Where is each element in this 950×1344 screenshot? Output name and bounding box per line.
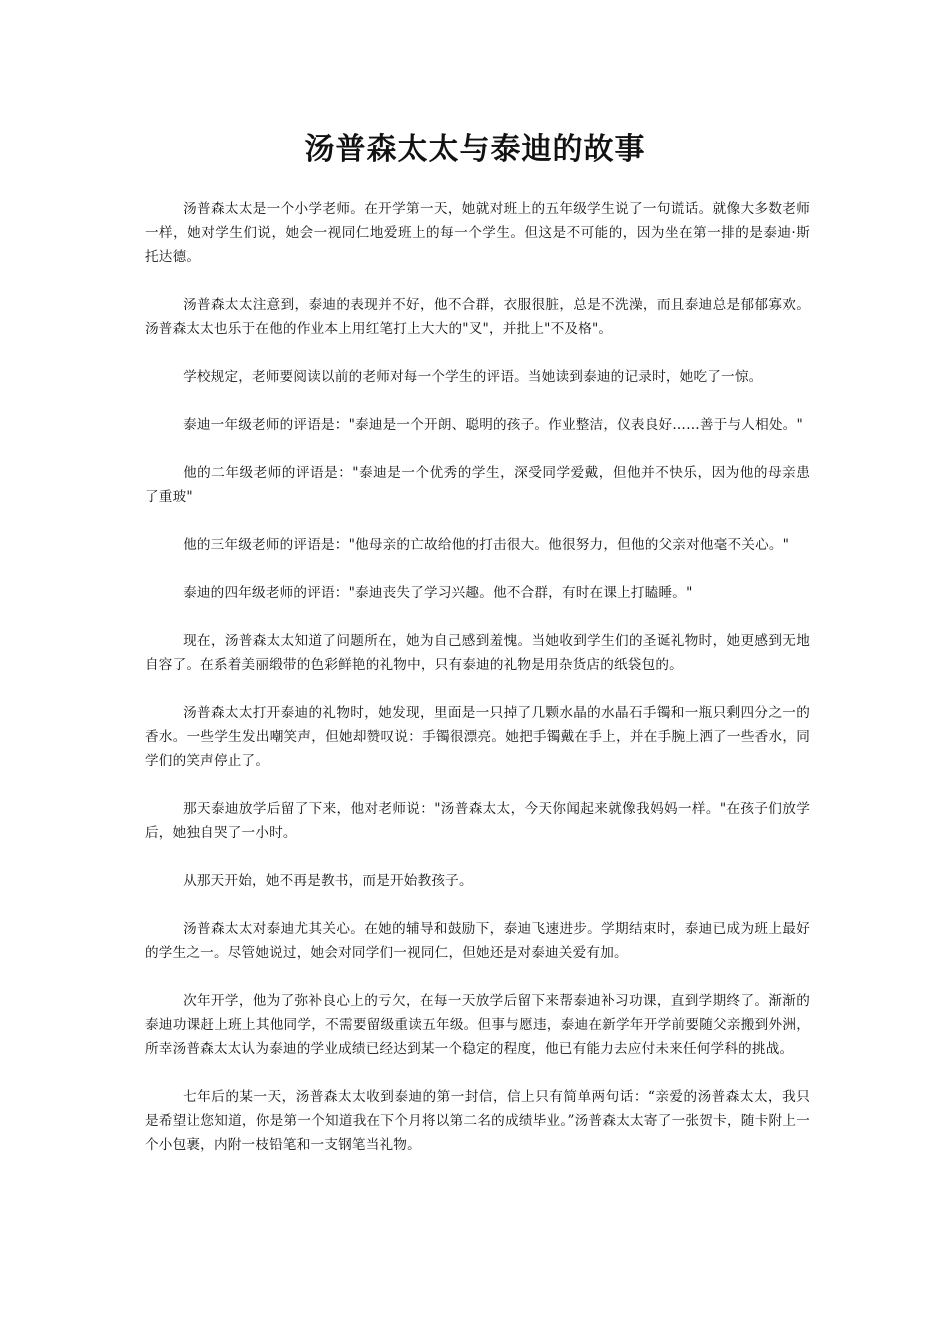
paragraph-7: 泰迪的四年级老师的评语："泰迪丧失了学习兴趣。他不合群，有时在课上打瞌睡。" — [183, 585, 693, 601]
paragraph-1: 汤普森太太是一个小学老师。在开学第一天，她就对班上的五年级学生说了一句谎话。就像大多数老师一样，她对学生们说，她会一视同仁地爱班上的每一个学生。但这是不可能的，因为坐在第一排的是泰迪·斯托达德。 — [145, 201, 810, 265]
paragraph-6: 他的三年级老师的评语是："他母亲的亡故给他的打击很大。他很努力，但他的父亲对他毫不关心。" — [183, 537, 790, 553]
paragraph-5: 他的二年级老师的评语是："泰迪是一个优秀的学生，深受同学爱戴，但他并不快乐，因为他的母亲患了重玻" — [145, 465, 810, 505]
paragraph-13: 次年开学，他为了弥补良心上的亏欠，在每一天放学后留下来帮泰迪补习功课，直到学期终了。渐渐的泰迪功课赶上班上其他同学，不需要留级重读五年级。但事与愿违，泰迪在新学年开学前要随父亲搬到外洲，所幸汤普森太太认为泰迪的学业成绩已经达到某一个稳定的程度，他已有能力去应付未来任何学科的挑战。 — [145, 993, 810, 1057]
paragraph-11: 从那天开始，她不再是教书，而是开始教孩子。 — [183, 873, 473, 889]
paragraph-2: 汤普森太太注意到，泰迪的表现并不好，他不合群，衣服很脏，总是不洗澡，而且泰迪总是郁郁寡欢。汤普森太太也乐于在他的作业本上用红笔打上大大的"叉"，并批上"不及格"。 — [145, 297, 810, 337]
document-body — [145, 197, 810, 1181]
paragraph-12: 汤普森太太对泰迪尤其关心。在她的辅导和鼓励下，泰迪飞速进步。学期结束时，泰迪已成为班上最好的学生之一。尽管她说过，她会对同学们一视同仁，但她还是对泰迪关爱有加。 — [145, 921, 810, 961]
paragraph-9: 汤普森太太打开泰迪的礼物时，她发现，里面是一只掉了几颗水晶的水晶石手镯和一瓶只剩四分之一的香水。一些学生发出嘲笑声，但她却赞叹说：手镯很漂亮。她把手镯戴在手上，并在手腕上洒了一些香水，同学们的笑声停止了。 — [145, 705, 810, 769]
paragraph-8: 现在，汤普森太太知道了问题所在，她为自己感到羞愧。当她收到学生们的圣诞礼物时，她更感到无地自容了。在系着美丽缎带的色彩鲜艳的礼物中，只有泰迪的礼物是用杂货店的纸袋包的。 — [145, 633, 810, 673]
paragraph-3: 学校规定，老师要阅读以前的老师对每一个学生的评语。当她读到泰迪的记录时，她吃了一惊。 — [183, 369, 763, 385]
paragraph-4: 泰迪一年级老师的评语是："泰迪是一个开朗、聪明的孩子。作业整洁，仪表良好……善于与人相处。" — [183, 417, 803, 433]
paragraph-10: 那天泰迪放学后留了下来，他对老师说："汤普森太太，今天你闻起来就像我妈妈一样。"在孩子们放学后，她独自哭了一小时。 — [145, 801, 810, 841]
document-title: 汤普森太太与泰迪的故事 — [304, 132, 646, 167]
paragraph-14: 七年后的某一天，汤普森太太收到泰迪的第一封信，信上只有简单两句话：“亲爱的汤普森太太，我只是希望让您知道，你是第一个知道我在下个月将以第二名的成绩毕业。”汤普森太太寄了一张贺卡，随卡附上一个小包裹，内附一枝铅笔和一支钢笔当礼物。 — [145, 1089, 810, 1153]
